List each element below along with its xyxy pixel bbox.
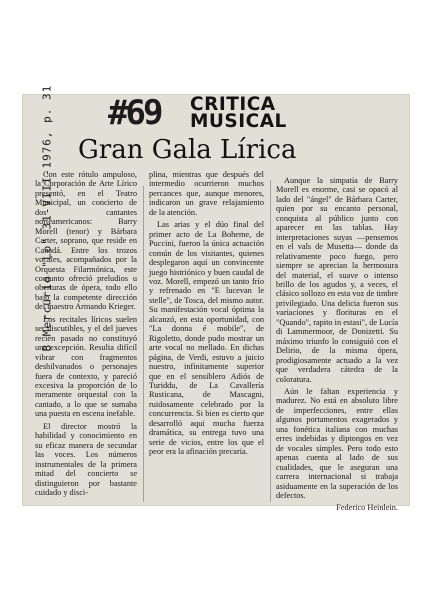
- paragraph: Los recitales líricos suelen ser discutibles, y el del jueves recién pasado no constituyó una excepción. Resulta difícil vibrar con fragmentos deshilvanados o personajes fuera de contexto, y pareció excesiva la proporción de lo meramente orquestal con la cantado, a lo que se sumaba una puesta en escena inefable.: [35, 314, 137, 419]
- paragraph: Aún le faltan experiencia y madurez. No está en absoluto libre de imperfecciones, entre ellas algunos portamentos exagerados y una fonética italiana con muchas erres indebidas y diptongos en vez de vocales simples. Pero todo esto apenas cuenta al lado de sus cualidades, que le aseguran una carrera internacional si trabaja asiduamente en la superación de los defectos.: [276, 386, 398, 500]
- headline: Gran Gala Lírica: [78, 135, 297, 165]
- column-divider-1: [143, 186, 144, 502]
- paragraph: Aunque la simpatía de Barry Morell es enorme, casi se opacó al lado del "ángel" de Bárbara Carter, quien por su encanto personal, conquista al público junto con aparecer en las tablas. Hay interpretaciones suyas —pensemos en el vals de Musetta— donde da relativamente poco fuego, pero siempre se aprecian la hermosura del material, el suave o intenso brillo de los agudos y, a veces, el clásico sollozo en esta voz de timbre privilegiado. Una delicia fueron sus variaciones y florituras en el "Quando", rapito in estasi", de Lucía di Lammermoor, de Donizetti. Su máximo triunfo lo consiguió con el Delirio, de la misma ópera, prodigiosamente actuado a la vez que verdadera cátedra de la coloratura.: [276, 176, 398, 384]
- handwritten-source-note: B Mercurio "Lo" 31-VIII-1976, p. 31: [40, 84, 54, 352]
- section-title: [190, 96, 287, 130]
- paragraph: Con este rótulo ampuloso, la Corporación de Arte Lírico presentó, en el Teatro Municipal, un concierto de dos cantantes norteamericanos: Barry Morell (tenor) y Bárbara Carter, soprano, que reside en Canadá. Entre los trozos vocales, acompañados por la Orquesta Filarmónica, este conjunto ofreció preludios u oberturas de ópera, todo ello bajo la competente dirección del maestro Armando Krieger.: [35, 170, 137, 312]
- handwritten-number: #69: [108, 93, 161, 133]
- section-title-line-2: MUSICAL: [190, 111, 287, 132]
- newspaper-clipping: [22, 84, 410, 513]
- paragraph: Las arias y el dúo final del primer acto de La Boheme, de Puccini, fueron la única actuación común de los visitantes, quienes desplegaron aquí un convincente juego histriónico y buen caudal de voz. Morell, empezó un tanto frío y refrenado en "E lucevan le stelle", de Tosca, del mismo autor. Su manifestación vocal óptima la alcanzó, en esta oportunidad, con "La donna é mobile", de Rigoletto, donde pudo mostrar un arte vocal no mellado. En dichas página, de Verdi, estuvo a juicio nuestro, infinitamente superior que en el sensiblero Adiós de Turiddu, de La Cavallería Rusticana, de Mascagni, ruidosamente celebrado por la concurrencia. Si bien es cierto que desarrolló aquí mucha fuerza dramática, su entrega tuvo una serie de vicios, entre los que el peor era la afinación precaria.: [149, 220, 264, 457]
- article-column-2: [149, 170, 264, 460]
- paragraph: El director mostró la habilidad y conocimiento en su eficaz manera de secundar las voces. Los números instrumentales de la primera mitad del concierto se distinguieron por bastante cuidado y disci-: [35, 421, 137, 497]
- paragraph: plina, mientras que después del intermedio ocurrieron muchos percances que, aunque menores, indicaron un grave relajamiento de la atención.: [149, 170, 264, 217]
- column-divider-2: [270, 180, 271, 502]
- section-title-line-1: CRITICA: [190, 94, 276, 115]
- article-column-3: [276, 176, 398, 513]
- author-signature: Federico Heinlein.: [336, 503, 398, 513]
